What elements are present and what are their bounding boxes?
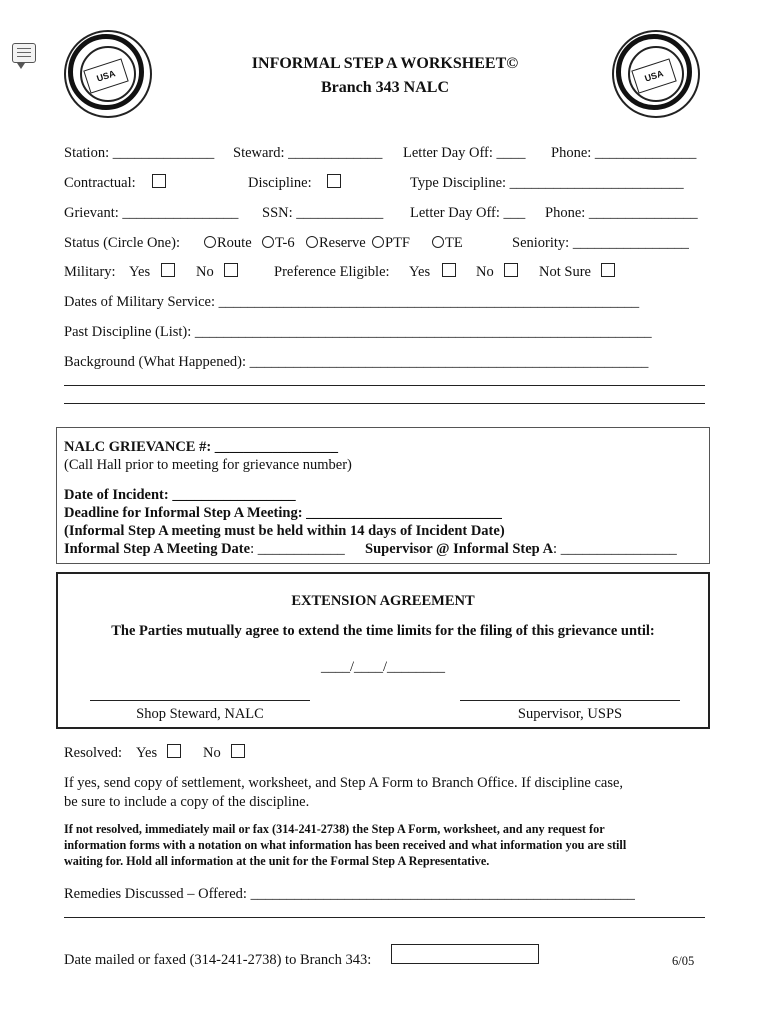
resolved-yes-checkbox[interactable] <box>167 744 181 758</box>
supervisor-signature-line[interactable] <box>460 700 680 701</box>
military-no-label: No <box>196 264 214 280</box>
letter-day-off-field[interactable]: Letter Day Off: ____ <box>403 145 526 161</box>
pref-no-label: No <box>476 264 494 280</box>
phone-field-2[interactable]: Phone: _______________ <box>545 205 698 221</box>
not-resolved-instructions-3: waiting for. Hold all information at the unit for the Formal Step A Representative. <box>64 854 490 868</box>
extension-text: The Parties mutually agree to extend the time limits for the filing of this grievance until: <box>111 623 655 639</box>
military-dates-field[interactable]: Dates of Military Service: __________________________________________________________ <box>64 294 640 310</box>
page-title: INFORMAL STEP A WORKSHEET© <box>251 55 519 72</box>
meeting-date-field[interactable]: Informal Step A Meeting Date: ____________ <box>64 541 345 557</box>
discipline-checkbox[interactable] <box>327 174 341 188</box>
resolved-no-label: No <box>203 745 221 761</box>
seniority-field[interactable]: Seniority: ________________ <box>512 235 689 251</box>
military-label: Military: <box>64 264 116 280</box>
steward-signature-label: Shop Steward, NALC <box>136 706 264 722</box>
resolved-yes-label: Yes <box>136 745 158 761</box>
letter-day-off-field-2[interactable]: Letter Day Off: ___ <box>410 205 526 221</box>
military-no-checkbox[interactable] <box>224 263 238 277</box>
grievant-field[interactable]: Grievant: ________________ <box>64 205 239 221</box>
date-mailed-input[interactable] <box>391 944 539 964</box>
preference-eligible-label: Preference Eligible: <box>274 264 390 280</box>
resolved-instructions: If yes, send copy of settlement, worksheet, and Step A Form to Branch Office. If discipline case, <box>64 775 624 791</box>
background-line[interactable] <box>64 403 705 404</box>
call-hall-note: (Call Hall prior to meeting for grievance number) <box>64 457 352 473</box>
remedies-line[interactable] <box>64 917 705 918</box>
status-label: Status (Circle One): <box>64 235 180 251</box>
fourteen-day-note: (Informal Step A meeting must be held within 14 days of Incident Date) <box>64 523 505 539</box>
background-field[interactable]: Background (What Happened): _______________________________________________________ <box>64 354 649 370</box>
radio-icon <box>432 236 444 248</box>
status-option-te[interactable]: TE <box>432 235 463 252</box>
not-sure-label: Not Sure <box>539 264 591 280</box>
extension-date-field[interactable]: ____/____/________ <box>320 659 446 675</box>
date-mailed-label: Date mailed or faxed (314-241-2738) to Branch 343: <box>64 952 372 968</box>
background-line[interactable] <box>64 385 705 386</box>
pref-no-checkbox[interactable] <box>504 263 518 277</box>
contractual-checkbox[interactable] <box>152 174 166 188</box>
pref-yes-checkbox[interactable] <box>442 263 456 277</box>
status-option-reserve[interactable]: Reserve <box>306 235 366 252</box>
version-date: 6/05 <box>672 954 695 968</box>
grievance-number-field[interactable]: NALC GRIEVANCE #: _________________ <box>64 439 339 455</box>
nalc-seal-right <box>612 30 700 118</box>
steward-field[interactable]: Steward: _____________ <box>233 145 383 161</box>
nalc-seal-left <box>64 30 152 118</box>
steward-signature-line[interactable] <box>90 700 310 701</box>
type-discipline-field[interactable]: Type Discipline: ________________________ <box>410 175 684 191</box>
resolved-no-checkbox[interactable] <box>231 744 245 758</box>
seal-envelope: USA <box>631 58 676 93</box>
discipline-label: Discipline: <box>248 175 312 191</box>
station-field[interactable]: Station: ______________ <box>64 145 215 161</box>
not-resolved-instructions-2: information forms with a notation on what information has been received and what information you are still <box>64 838 627 852</box>
pref-yes-label: Yes <box>409 264 431 280</box>
status-option-ptf[interactable]: PTF <box>372 235 410 252</box>
radio-icon <box>306 236 318 248</box>
resolved-instructions-2: be sure to include a copy of the discipline. <box>64 794 310 810</box>
not-resolved-instructions: If not resolved, immediately mail or fax (314-241-2738) the Step A Form, worksheet, and any request for <box>64 822 605 836</box>
past-discipline-field[interactable]: Past Discipline (List): _______________________________________________________________ <box>64 324 652 340</box>
supervisor-signature-label: Supervisor, USPS <box>517 706 623 722</box>
military-yes-checkbox[interactable] <box>161 263 175 277</box>
radio-icon <box>204 236 216 248</box>
page-subtitle: Branch 343 NALC <box>320 79 449 96</box>
military-yes-label: Yes <box>129 264 151 280</box>
deadline-field[interactable]: Deadline for Informal Step A Meeting: ___________________________ <box>64 505 502 521</box>
contractual-label: Contractual: <box>64 175 136 191</box>
resolved-label: Resolved: <box>64 745 122 761</box>
phone-field[interactable]: Phone: ______________ <box>551 145 697 161</box>
supervisor-field[interactable]: Supervisor @ Informal Step A: ________________ <box>365 541 677 557</box>
remedies-field[interactable]: Remedies Discussed – Offered: _____________________________________________________ <box>64 886 635 902</box>
status-option-t6[interactable]: T-6 <box>262 235 295 252</box>
radio-icon <box>262 236 274 248</box>
ssn-field[interactable]: SSN: ____________ <box>262 205 384 221</box>
not-sure-checkbox[interactable] <box>601 263 615 277</box>
extension-title: EXTENSION AGREEMENT <box>291 593 475 609</box>
date-of-incident-field[interactable]: Date of Incident: _________________ <box>64 487 296 503</box>
radio-icon <box>372 236 384 248</box>
seal-envelope: USA <box>83 58 128 93</box>
status-option-route[interactable]: Route <box>204 235 252 252</box>
